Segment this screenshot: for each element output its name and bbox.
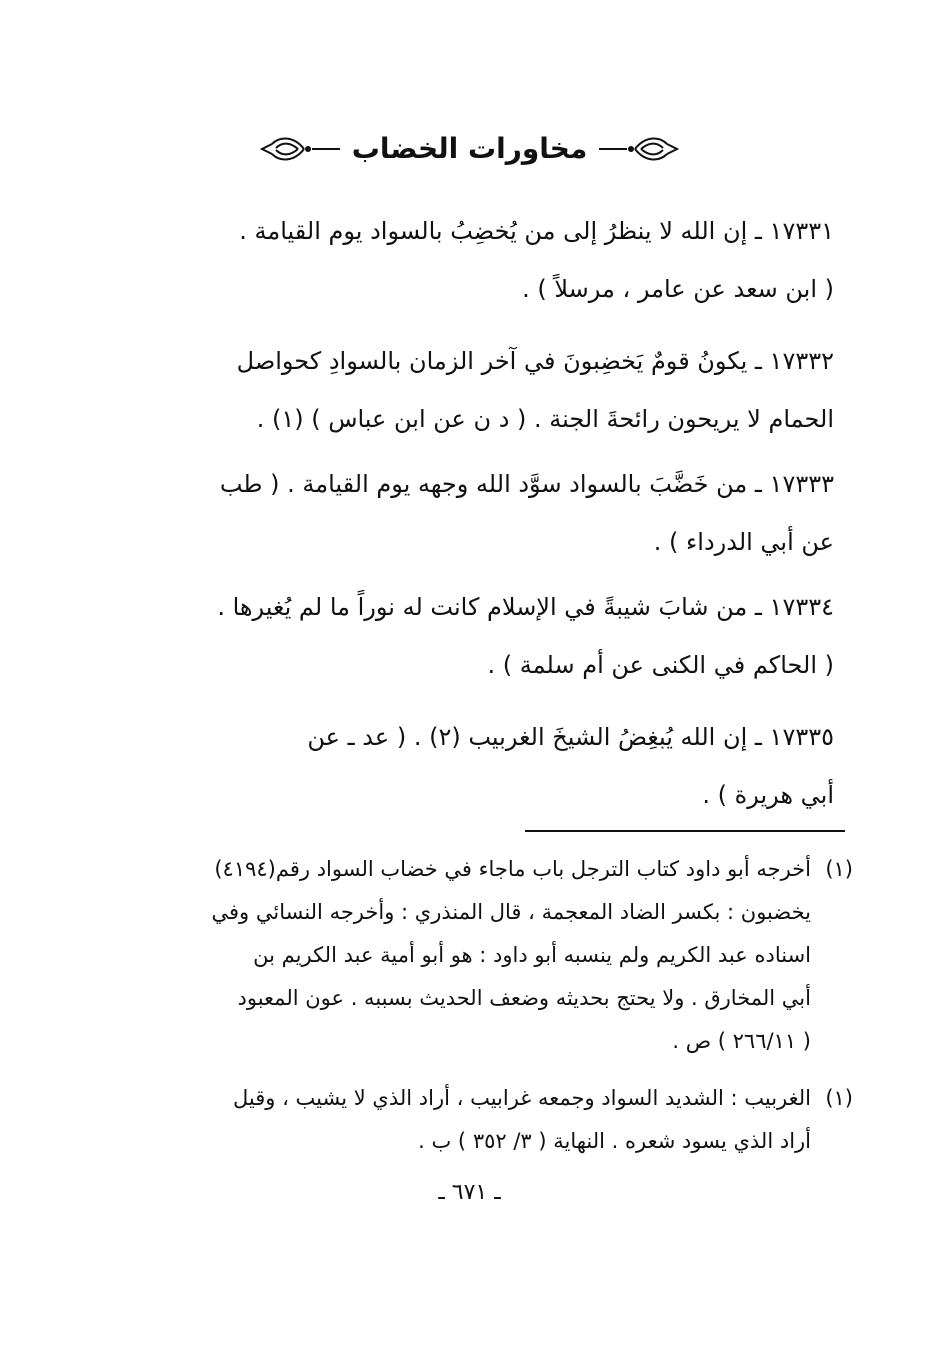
running-header <box>0 132 939 165</box>
footnote-line: أبي المخارق . ولا يحتج بحديثه وضعف الحديث بسببه . عون المعبود <box>237 986 811 1010</box>
footnote-separator <box>525 830 845 832</box>
left-ornament-icon <box>258 134 342 164</box>
footnote-marker: (١) <box>825 1086 853 1110</box>
hadith-line: أبي هريرة ) . <box>702 781 834 809</box>
hadith-line: ١٧٣٣١ ـ إن الله لا ينظرُ إلى من يُخضِبُ بالسواد يوم القيامة . <box>239 217 834 245</box>
hadith-line: الحمام لا يريحون رائحةَ الجنة . ( د ن عن ابن عباس ) (١) . <box>256 405 834 433</box>
hadith-line: ١٧٣٣٢ ـ يكونُ قومٌ يَخضِبونَ في آخر الزمان بالسوادِ كحواصل <box>236 347 834 375</box>
hadith-line: ( ابن سعد عن عامر ، مرسلاً ) . <box>522 275 834 303</box>
footnote-line: ( ٢٦٦/١١ ) ص . <box>672 1029 811 1053</box>
hadith-entry <box>132 332 834 448</box>
right-ornament-icon <box>597 134 681 164</box>
footnote-line: اسناده عبد الكريم ولم ينسبه أبو داود : هو أبو أمية عبد الكريم بن <box>253 943 811 967</box>
hadith-line: ( الحاكم في الكنى عن أم سلمة ) . <box>487 651 834 679</box>
page-number: ـ ٦٧١ ـ <box>438 1180 501 1205</box>
footnote <box>134 1077 853 1163</box>
footnote-line: أراد الذي يسود شعره . النهاية ( ٣/ ٣٥٢ ) ب . <box>418 1129 811 1153</box>
hadith-entry <box>132 455 834 571</box>
footnote-line: أخرجه أبو داود كتاب الترجل باب ماجاء في خضاب السواد رقم(٤١٩٤) <box>214 857 811 881</box>
hadith-entry <box>132 708 834 824</box>
footnote-marker: (١) <box>825 857 853 881</box>
footnote-line: يخضبون : بكسر الضاد المعجمة ، قال المنذري : وأخرجه النسائي وفي <box>211 900 811 924</box>
hadith-line: ١٧٣٣٥ ـ إن الله يُبغِضُ الشيخَ الغربيب (٢) . ( عد ـ عن <box>307 723 834 751</box>
hadith-line: ١٧٣٣٣ ـ من خَضَّبَ بالسواد سوَّد الله وجهه يوم القيامة . ( طب <box>219 470 834 498</box>
hadith-entry <box>132 578 834 694</box>
hadith-line: ١٧٣٣٤ ـ من شابَ شيبةً في الإسلام كانت له نوراً ما لم يُغيرها . <box>217 593 834 621</box>
page-title: مخاورات الخضاب <box>351 132 588 165</box>
hadith-entry <box>132 202 834 318</box>
footnote-line: الغربيب : الشديد السواد وجمعه غرابيب ، أراد الذي لا يشيب ، وقيل <box>233 1086 811 1110</box>
footnote <box>134 848 853 1063</box>
hadith-line: عن أبي الدرداء ) . <box>653 528 834 556</box>
